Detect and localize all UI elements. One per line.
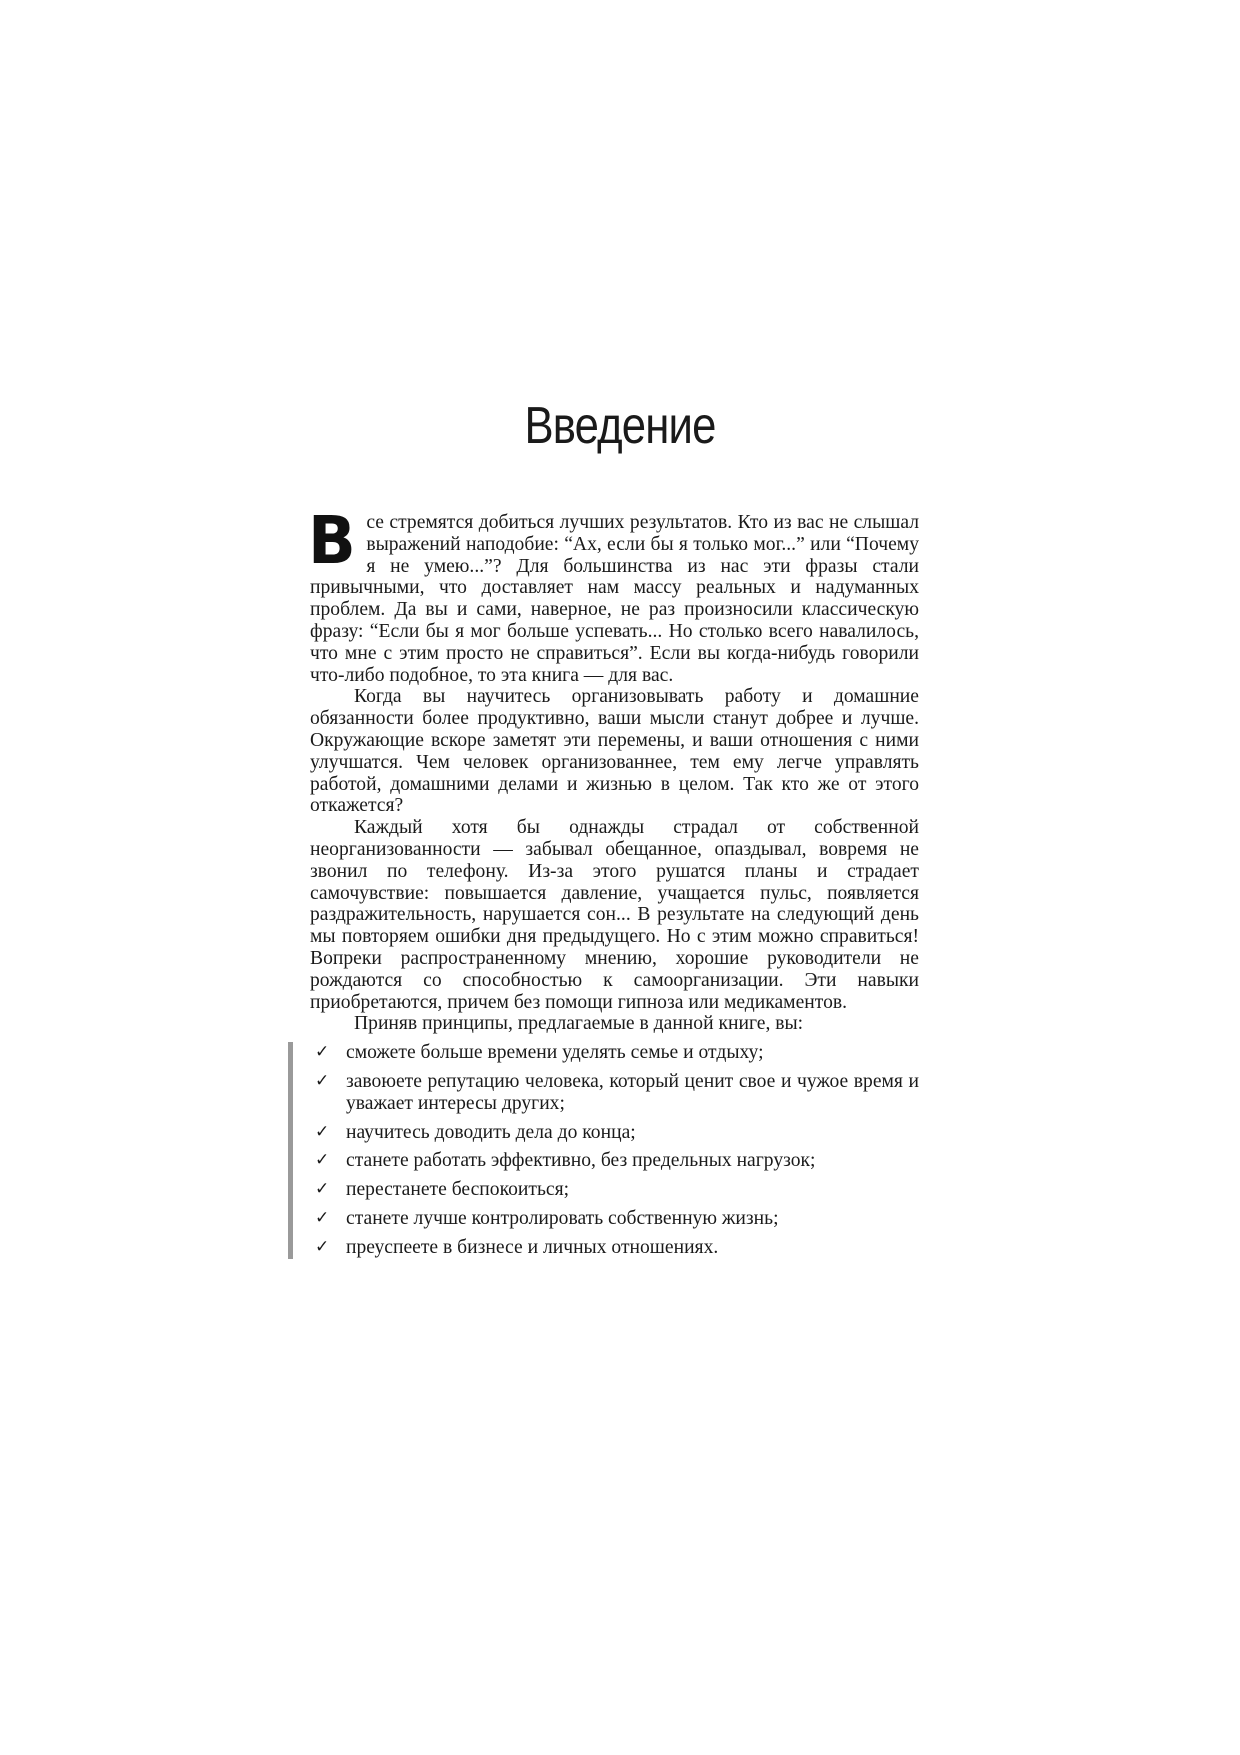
chapter-title: Введение — [524, 397, 716, 455]
list-item-text: станете лучше контролировать собственную жизнь; — [346, 1207, 779, 1229]
paragraph-list-intro: Приняв принципы, предлагаемые в данной книге, вы: — [354, 1013, 804, 1035]
benefits-checklist — [288, 1042, 919, 1258]
chapter-body — [308, 502, 919, 1266]
drop-cap: В — [308, 502, 356, 579]
list-item — [315, 1122, 919, 1144]
list-item — [315, 1237, 919, 1259]
checkmark-icon: ✓ — [315, 1150, 330, 1171]
list-item — [315, 1150, 919, 1172]
checkmark-icon: ✓ — [315, 1121, 330, 1142]
checkmark-icon: ✓ — [315, 1236, 330, 1257]
list-item-text: перестанете беспокоиться; — [346, 1179, 570, 1201]
checkmark-icon: ✓ — [315, 1207, 330, 1228]
checkmark-icon: ✓ — [315, 1042, 330, 1063]
list-item — [315, 1042, 919, 1064]
list-item — [315, 1071, 919, 1115]
intro-paragraph — [308, 502, 919, 686]
list-item-text: станете работать эффективно, без предельных нагрузок; — [346, 1150, 816, 1172]
list-item-text: завоюете репутацию человека, который ценит свое и чужое время и уважает интересы других; — [346, 1070, 919, 1114]
list-item-text: сможете больше времени уделять семье и отдыху; — [346, 1042, 764, 1064]
checkmark-icon: ✓ — [315, 1179, 330, 1200]
list-item-text: преуспеете в бизнесе и личных отношениях. — [346, 1236, 719, 1258]
paragraph-organization: Когда вы научитесь организовывать работу и домашние обязанности более продуктивно, ваши мысли станут добрее и лучше. Окружающие вскоре заметят эти перемены, и ваши отношения с ними улучшатся. Чем человек организованнее, тем ему легче управлять работой, домашними делами и жизнью в целом. Так кто же от этого откажется? — [310, 686, 919, 817]
list-item-text: научитесь доводить дела до конца; — [346, 1121, 636, 1143]
checkmark-icon: ✓ — [315, 1070, 330, 1091]
list-item — [315, 1208, 919, 1230]
paragraph-disorganization: Каждый хотя бы однажды страдал от собственной неорганизованности — забывал обещанное, опаздывал, вовремя не звонил по телефону. Из-за этого рушатся планы и страдает самочувствие: повышается давление, учащается пульс, появляется раздражительность, нарушается сон... В результате на следующий день мы повторяем ошибки дня предыдущего. Но с этим можно справиться! Вопреки распространенному мнению, хорошие руководители не рождаются со способностью к самоорганизации. Эти навыки приобретаются, причем без помощи гипноза или медикаментов. — [310, 817, 919, 1013]
list-item — [315, 1179, 919, 1201]
intro-paragraph-text: се стремятся добиться лучших результатов. Кто из вас не слышал выражений наподобие: “Ах, если бы я только мог...” или “Почему я не умею...”? Для большинства из нас эти фразы стали привычными, что доставляет нам массу реальных и надуманных проблем. Да вы и сами, наверное, не раз произносили классическую фразу: “Если бы я мог больше успевать... Но столько всего навалилось, что мне с этим просто не справиться”. Если вы когда-нибудь говорили что-либо подобное, то эта книга — для вас. — [310, 512, 919, 686]
